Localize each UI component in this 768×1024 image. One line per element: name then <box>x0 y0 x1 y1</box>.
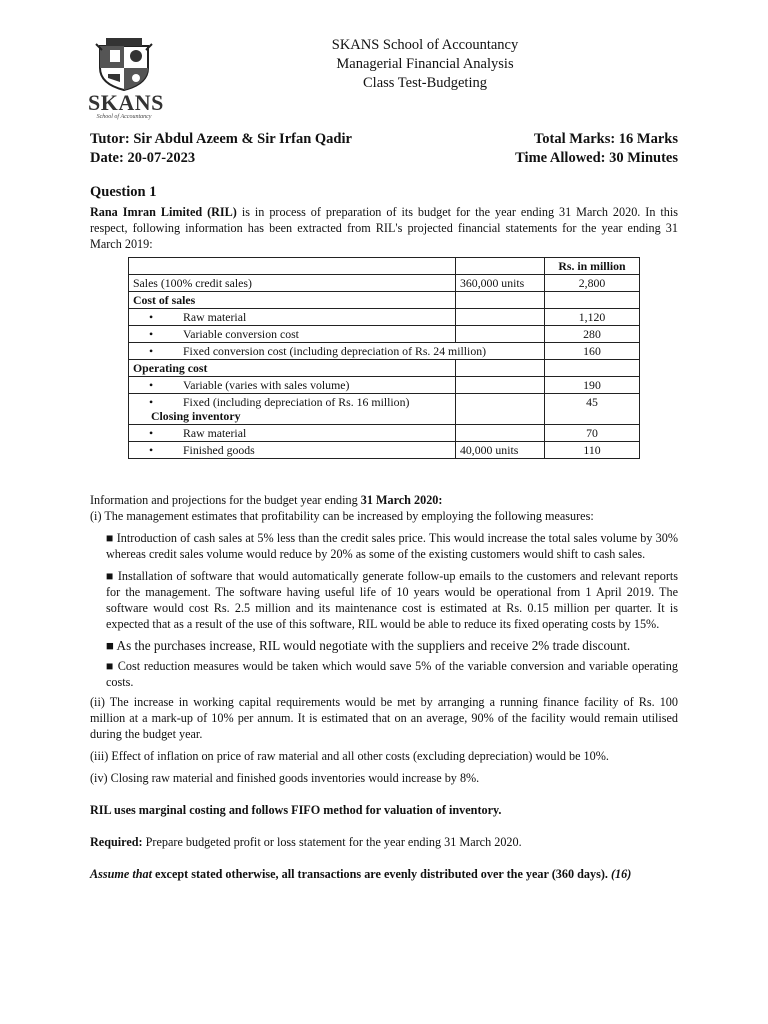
item-iii: (iii) Effect of inflation on price of raw material and all other costs (excluding depreciation) would be 10%. <box>90 749 609 763</box>
school-name: SKANS School of Accountancy <box>331 37 519 53</box>
measure-text: Introduction of cash sales at 5% less than the credit sales price. This would increase the total sales volume by 30% whereas credit sales volume would reduce by 20% as some of the existing customers would shift to cash sales. <box>106 531 678 561</box>
table-row <box>129 442 640 459</box>
row-text: Fixed conversion cost (including depreciation of Rs. 24 million) <box>183 344 487 358</box>
row-label <box>129 425 456 442</box>
table-cell <box>456 377 545 394</box>
row-text: Variable (varies with sales volume) <box>183 378 350 392</box>
square-bullet-icon: ■ <box>106 659 115 673</box>
test-name: Class Test-Budgeting <box>363 75 487 91</box>
table-row <box>129 326 640 343</box>
table-cell <box>456 292 545 309</box>
budget-information <box>90 492 678 882</box>
row-label <box>129 394 456 425</box>
table-row <box>129 275 640 292</box>
row-label <box>129 377 456 394</box>
table-row <box>129 309 640 326</box>
question-title: Question 1 <box>90 184 157 200</box>
item-ii: (ii) The increase in working capital requirements would be met by arranging a running finance facility of Rs. 100 million at a mark-up of 10% per annum. It is estimated that on an average, 90% of the facility would remain utilised during the budget year. <box>90 695 678 741</box>
unit-header: Rs. in million <box>545 258 640 275</box>
row-value: 110 <box>545 442 640 459</box>
bullet-icon: • <box>149 327 154 341</box>
measure-cash-sales <box>90 530 678 562</box>
table-row <box>129 292 640 309</box>
row-label <box>129 442 456 459</box>
row-text: Raw material <box>183 426 247 440</box>
row-value: 190 <box>545 377 640 394</box>
row-text: Variable conversion cost <box>183 327 299 341</box>
exam-meta <box>90 130 678 168</box>
table-row <box>129 258 640 275</box>
table-row <box>129 425 640 442</box>
row-value: 160 <box>545 343 640 360</box>
assume-text: except stated otherwise, all transactions are evenly distributed over the year (360 days) <box>151 867 605 881</box>
bullet-icon: • <box>149 395 154 409</box>
tutor-line: Tutor: Sir Abdul Azeem & Sir Irfan Qadir <box>90 131 352 147</box>
table-cell <box>129 258 456 275</box>
row-value: 2,800 <box>545 275 640 292</box>
bullet-icon: • <box>149 443 154 457</box>
row-label <box>129 343 545 360</box>
item-iv: (iv) Closing raw material and finished goods inventories would increase by 8%. <box>90 771 480 785</box>
total-marks: Total Marks: 16 Marks <box>533 131 678 147</box>
table-cell <box>456 309 545 326</box>
section-label: Cost of sales <box>129 292 456 309</box>
required-line <box>90 834 678 850</box>
section-label: Closing inventory <box>151 409 241 423</box>
bullet-icon: • <box>149 344 154 358</box>
row-text: Fixed (including depreciation of Rs. 16 million) <box>183 395 410 409</box>
square-bullet-icon: ■ <box>106 638 114 653</box>
info-lead <box>90 492 678 508</box>
row-qty: 40,000 units <box>456 442 545 459</box>
item-i: (i) The management estimates that profitability can be increased by employing the following measures: <box>90 509 594 523</box>
table-cell <box>456 360 545 377</box>
required-text: Prepare budgeted profit or loss statement for the year ending 31 March 2020. <box>142 835 522 849</box>
table-cell <box>545 360 640 377</box>
bullet-icon: • <box>149 426 154 440</box>
table-cell <box>456 258 545 275</box>
measure-text: Installation of software that would automatically generate follow-up emails to the customers and relevant reports for the management. The software having useful life of 10 years would be operational from 1 April 2019. The software would cost Rs. 2.5 million and its maintenance cost is estimated at Rs. 0.15 million per quarter. It is expected that as a result of the use of this software, RIL would be able to reduce its fixed operating costs by 15%. <box>106 569 679 631</box>
subject-name: Managerial Financial Analysis <box>336 56 514 72</box>
table-cell <box>545 292 640 309</box>
assumption-line <box>90 866 678 882</box>
square-bullet-icon: ■ <box>106 569 115 583</box>
measure-text: As the purchases increase, RIL would negotiate with the suppliers and receive 2% trade discount. <box>116 638 631 653</box>
assume-label: Assume that <box>90 867 152 881</box>
row-value: 70 <box>545 425 640 442</box>
table-cell <box>456 394 545 425</box>
costing-method: RIL uses marginal costing and follows FIFO method for valuation of inventory. <box>90 803 502 817</box>
row-label <box>129 309 456 326</box>
table-row <box>129 394 640 425</box>
row-text: Finished goods <box>183 443 255 457</box>
section-label: Operating cost <box>129 360 456 377</box>
bullet-icon: • <box>149 378 154 392</box>
row-value: 280 <box>545 326 640 343</box>
lead-date: 31 March 2020: <box>360 493 443 507</box>
table-row <box>129 343 640 360</box>
lead-text: Information and projections for the budget year ending <box>90 493 361 507</box>
question-marks: (16) <box>611 867 632 881</box>
measure-software <box>90 568 678 632</box>
row-label <box>129 326 456 343</box>
logo-subtitle: School of Accountancy <box>96 114 152 120</box>
date-line: Date: 20-07-2023 <box>90 150 196 166</box>
assume-end: . <box>604 867 611 881</box>
row-text: Raw material <box>183 310 247 324</box>
skans-logo <box>88 34 164 120</box>
crest-icon <box>94 34 154 92</box>
row-value: 1,120 <box>545 309 640 326</box>
table-row <box>129 377 640 394</box>
square-bullet-icon: ■ <box>106 531 114 545</box>
row-qty: 360,000 units <box>456 275 545 292</box>
document-header <box>230 36 620 93</box>
row-label: Sales (100% credit sales) <box>129 275 456 292</box>
table-cell <box>456 326 545 343</box>
required-label: Required: <box>90 835 143 849</box>
bullet-icon: • <box>149 310 154 324</box>
measure-cost-reduction <box>90 658 678 690</box>
table-row <box>129 360 640 377</box>
intro-text: is in process of preparation of its budget for the year ending 31 March 2020. In this respect, following information has been extracted from RIL's projected financial statements for the year ending 31 March 2019: <box>90 205 678 251</box>
time-allowed: Time Allowed: 30 Minutes <box>515 150 678 166</box>
question-intro <box>90 204 678 252</box>
financial-table <box>128 257 640 459</box>
logo-brand: SKANS <box>88 90 164 115</box>
row-value: 45 <box>545 394 640 425</box>
company-name: Rana Imran Limited (RIL) <box>90 205 237 219</box>
measure-trade-discount <box>90 638 678 654</box>
measure-text: Cost reduction measures would be taken which would save 5% of the variable conversion and variable operating costs. <box>106 659 678 689</box>
table-cell <box>456 425 545 442</box>
